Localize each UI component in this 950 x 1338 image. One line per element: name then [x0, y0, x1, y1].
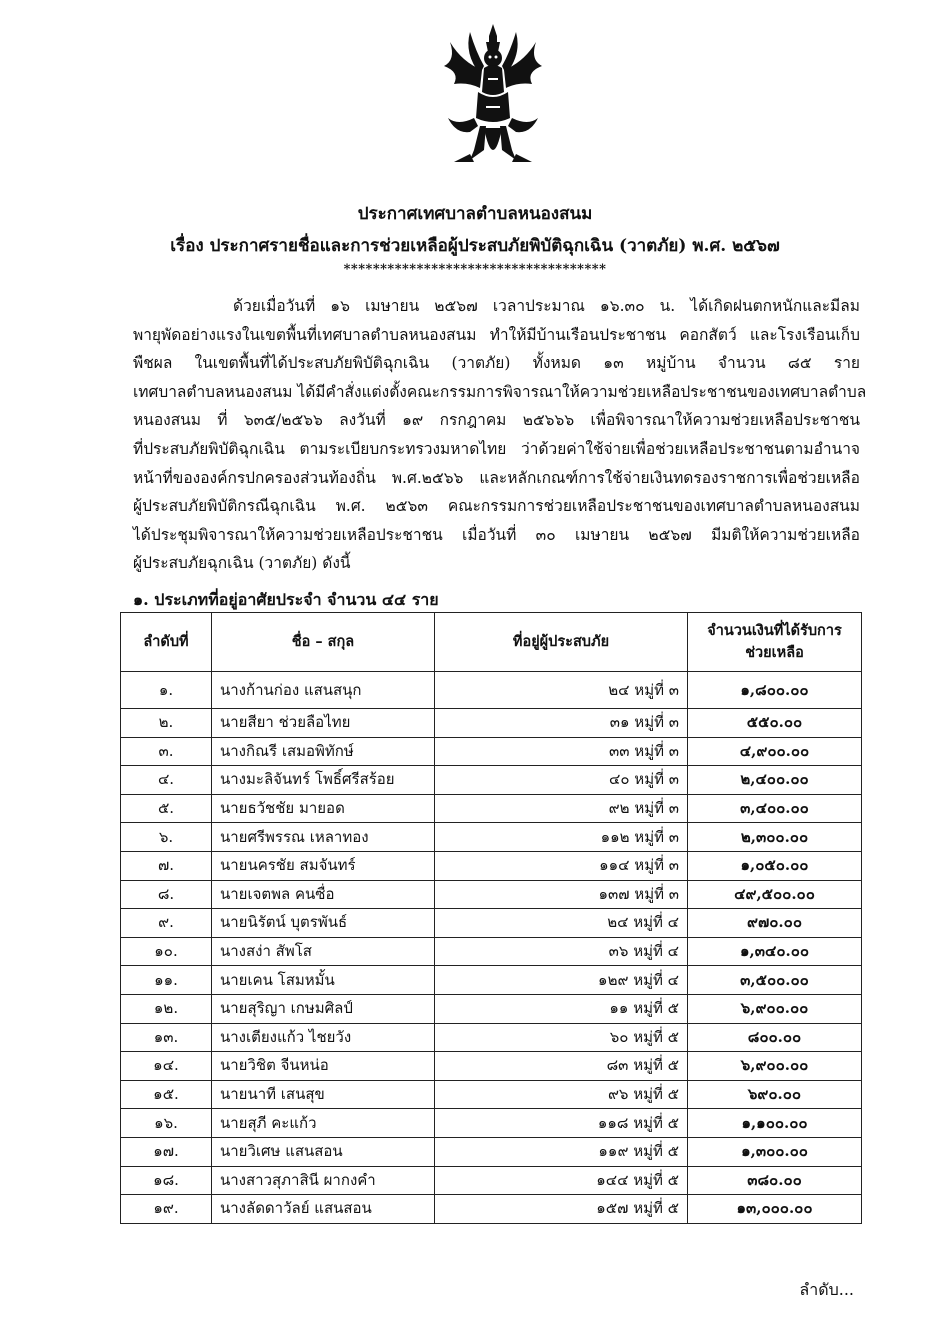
row-number: ๑. — [121, 672, 212, 709]
row-name: นางกิณรี เสมอพิทักษ์ — [212, 737, 435, 766]
row-amount: ๔,๙๐๐.๐๐ — [688, 737, 862, 766]
assistance-table — [120, 612, 862, 1224]
row-amount: ๑,๑๐๐.๐๐ — [688, 1109, 862, 1138]
table-row — [121, 1137, 862, 1166]
header-amount — [688, 613, 862, 672]
announcement-title: ประกาศเทศบาลตำบลหนองสนม — [357, 204, 593, 224]
row-number: ๘. — [121, 880, 212, 909]
row-number: ๖. — [121, 823, 212, 852]
row-name: นายสียา ช่วยลือไทย — [212, 709, 435, 738]
row-address: ๙๖ หมู่ที่ ๕ — [435, 1080, 688, 1109]
table-row — [121, 766, 862, 795]
row-name: นายธวัชชัย มายอด — [212, 794, 435, 823]
row-number: ๓. — [121, 737, 212, 766]
header-amount-line2: ช่วยเหลือ — [745, 644, 804, 661]
title-divider: ************************************ — [343, 262, 607, 277]
table-row — [121, 1195, 862, 1224]
row-name: นายเคน โสมหมั้น — [212, 966, 435, 995]
row-amount: ๑๓,๐๐๐.๐๐ — [688, 1195, 862, 1224]
section-heading: ๑. ประเภทที่อยู่อาศัยประจำ จำนวน ๔๔ ราย — [133, 590, 439, 609]
body-line: พายุพัดอย่างแรงในเขตพื้นที่เทศบาลตำบลหนองสนม ทำให้มีบ้านเรือนประชาชน คอกสัตว์ และโรงเรือนเก็บ — [133, 325, 860, 344]
row-number: ๑๗. — [121, 1137, 212, 1166]
header-name: ชื่อ – สกุล — [212, 613, 435, 672]
row-address: ๓๓ หมู่ที่ ๓ — [435, 737, 688, 766]
body-line: ผู้ประสบภัยพิบัติกรณีฉุกเฉิน พ.ศ. ๒๕๖๓ คณะกรรมการช่วยเหลือประชาชนของเทศบาลตำบลหนองสนม — [133, 497, 860, 516]
row-number: ๒. — [121, 709, 212, 738]
row-name: นายสุริญา เกษมศิลป์ — [212, 994, 435, 1023]
row-number: ๑๒. — [121, 994, 212, 1023]
row-address: ๔๐ หมู่ที่ ๓ — [435, 766, 688, 795]
body-line: ที่ประสบภัยพิบัติฉุกเฉิน ตามระเบียบกระทรวงมหาดไทย ว่าด้วยค่าใช้จ่ายเพื่อช่วยเหลือประชาชนตามอำนาจ — [133, 439, 860, 458]
row-amount: ๔๙,๕๐๐.๐๐ — [688, 880, 862, 909]
row-amount: ๑,๓๔๐.๐๐ — [688, 937, 862, 966]
table-row — [121, 1052, 862, 1081]
row-amount: ๒,๔๐๐.๐๐ — [688, 766, 862, 795]
row-address: ๑๑๙ หมู่ที่ ๕ — [435, 1137, 688, 1166]
body-line: ผู้ประสบภัยฉุกเฉิน (วาตภัย) ดังนี้ — [133, 554, 351, 573]
table-row — [121, 737, 862, 766]
row-number: ๗. — [121, 851, 212, 880]
row-name: นายนิรัตน์ บุตรพันธ์ — [212, 909, 435, 938]
row-name: นายสุภี คะแก้ว — [212, 1109, 435, 1138]
body-line: ด้วยเมื่อวันที่ ๑๖ เมษายน ๒๕๖๗ เวลาประมาณ ๑๖.๓๐ น. ได้เกิดฝนตกหนักและมีลม — [233, 297, 860, 315]
row-amount: ๕๕๐.๐๐ — [688, 709, 862, 738]
table-header-row — [121, 613, 862, 672]
page-continuation: ลำดับ... — [799, 1280, 854, 1299]
row-amount: ๓,๕๐๐.๐๐ — [688, 966, 862, 995]
table-row — [121, 937, 862, 966]
row-amount: ๖๙๐.๐๐ — [688, 1080, 862, 1109]
row-name: นางสง่า สัพโส — [212, 937, 435, 966]
row-number: ๑๕. — [121, 1080, 212, 1109]
row-amount: ๒,๓๐๐.๐๐ — [688, 823, 862, 852]
row-address: ๒๔ หมู่ที่ ๔ — [435, 909, 688, 938]
row-amount: ๓๘๐.๐๐ — [688, 1166, 862, 1195]
row-name: นายวิชิต จีนหน่อ — [212, 1052, 435, 1081]
row-number: ๑๔. — [121, 1052, 212, 1081]
row-address: ๘๓ หมู่ที่ ๕ — [435, 1052, 688, 1081]
row-number: ๙. — [121, 909, 212, 938]
row-name: นางสาวสุภาสินี ผากงคำ — [212, 1166, 435, 1195]
row-amount: ๓,๔๐๐.๐๐ — [688, 794, 862, 823]
header-order: ลำดับที่ — [121, 613, 212, 672]
table-row — [121, 880, 862, 909]
announcement-body — [133, 292, 867, 578]
row-name: นายเจตพล คนซื่อ — [212, 880, 435, 909]
row-address: ๑๑๘ หมู่ที่ ๕ — [435, 1109, 688, 1138]
row-number: ๑๙. — [121, 1195, 212, 1224]
garuda-emblem — [434, 22, 552, 174]
row-address: ๑๑๒ หมู่ที่ ๓ — [435, 823, 688, 852]
table-row — [121, 909, 862, 938]
body-line: เทศบาลตำบลหนองสนม ได้มีคำสั่งแต่งตั้งคณะกรรมการพิจารณาให้ความช่วยเหลือประชาชนของเทศบาลตำบล — [133, 382, 867, 401]
row-name: นางลัดดาวัลย์ แสนสอน — [212, 1195, 435, 1224]
table-row — [121, 1080, 862, 1109]
row-name: นางก้านก่อง แสนสนุก — [212, 672, 435, 709]
row-address: ๓๑ หมู่ที่ ๓ — [435, 709, 688, 738]
row-address: ๑๑ หมู่ที่ ๕ — [435, 994, 688, 1023]
row-address: ๑๔๔ หมู่ที่ ๕ — [435, 1166, 688, 1195]
row-number: ๔. — [121, 766, 212, 795]
row-amount: ๑,๓๐๐.๐๐ — [688, 1137, 862, 1166]
row-address: ๓๖ หมู่ที่ ๔ — [435, 937, 688, 966]
row-name: นายนาที เสนสุข — [212, 1080, 435, 1109]
row-name: นางมะลิจันทร์ โพธิ์ศรีสร้อย — [212, 766, 435, 795]
row-number: ๕. — [121, 794, 212, 823]
row-amount: ๑,๐๕๐.๐๐ — [688, 851, 862, 880]
row-amount: ๙๗๐.๐๐ — [688, 909, 862, 938]
body-line: หน้าที่ขององค์กรปกครองส่วนท้องถิ่น พ.ศ.๒๕๖๖ และหลักเกณฑ์การใช้จ่ายเงินทดรองราชการเพื่อช่วยเหลือ — [133, 468, 860, 487]
header-address: ที่อยู่ผู้ประสบภัย — [435, 613, 688, 672]
table-row — [121, 851, 862, 880]
row-address: ๒๔ หมู่ที่ ๓ — [435, 672, 688, 709]
row-address: ๖๐ หมู่ที่ ๕ — [435, 1023, 688, 1052]
row-number: ๑๖. — [121, 1109, 212, 1138]
row-address: ๑๕๗ หมู่ที่ ๕ — [435, 1195, 688, 1224]
row-name: นายนครชัย สมจันทร์ — [212, 851, 435, 880]
table-row — [121, 672, 862, 709]
body-line: ได้ประชุมพิจารณาให้ความช่วยเหลือประชาชน เมื่อวันที่ ๓๐ เมษายน ๒๕๖๗ มีมติให้ความช่วยเหลือ — [133, 525, 860, 544]
row-number: ๑๑. — [121, 966, 212, 995]
row-address: ๑๑๔ หมู่ที่ ๓ — [435, 851, 688, 880]
table-row — [121, 794, 862, 823]
body-line: หนองสนม ที่ ๖๓๕/๒๕๖๖ ลงวันที่ ๑๙ กรกฎาคม ๒๕๖๖๖ เพื่อพิจารณาให้ความช่วยเหลือประชาชน — [133, 411, 860, 430]
row-amount: ๘๐๐.๐๐ — [688, 1023, 862, 1052]
row-name: นายวิเศษ แสนสอน — [212, 1137, 435, 1166]
row-name: นางเตียงแก้ว ไชยวัง — [212, 1023, 435, 1052]
row-address: ๑๒๙ หมู่ที่ ๔ — [435, 966, 688, 995]
row-number: ๑๘. — [121, 1166, 212, 1195]
body-line: พืชผล ในเขตพื้นที่ได้ประสบภัยพิบัติฉุกเฉิน (วาตภัย) ทั้งหมด ๑๓ หมู่บ้าน จำนวน ๘๕ ราย — [133, 354, 860, 373]
row-amount: ๑,๘๐๐.๐๐ — [688, 672, 862, 709]
row-name: นายศรีพรรณ เหลาทอง — [212, 823, 435, 852]
header-amount-line1: จำนวนเงินที่ได้รับการ — [707, 622, 842, 639]
row-address: ๙๒ หมู่ที่ ๓ — [435, 794, 688, 823]
row-amount: ๖,๙๐๐.๐๐ — [688, 994, 862, 1023]
table-row — [121, 966, 862, 995]
table-row — [121, 1109, 862, 1138]
table-row — [121, 994, 862, 1023]
table-row — [121, 823, 862, 852]
table-row — [121, 1166, 862, 1195]
row-number: ๑๐. — [121, 937, 212, 966]
row-amount: ๖,๙๐๐.๐๐ — [688, 1052, 862, 1081]
table-row — [121, 1023, 862, 1052]
row-address: ๑๓๗ หมู่ที่ ๓ — [435, 880, 688, 909]
announcement-subject: เรื่อง ประกาศรายชื่อและการช่วยเหลือผู้ประสบภัยพิบัติฉุกเฉิน (วาตภัย) พ.ศ. ๒๕๖๗ — [170, 236, 780, 256]
row-number: ๑๓. — [121, 1023, 212, 1052]
table-row — [121, 709, 862, 738]
